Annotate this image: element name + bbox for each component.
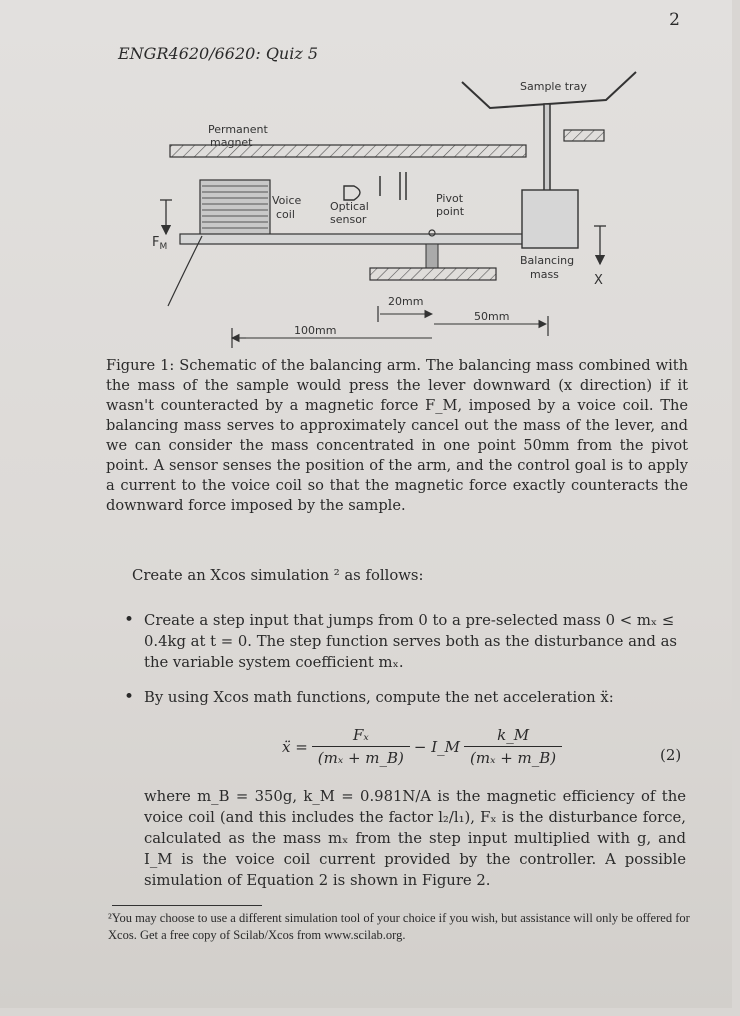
label-sample-tray: Sample tray xyxy=(520,80,587,93)
label-optical-1: Optical xyxy=(330,200,369,213)
fraction-2-numerator: k_M xyxy=(497,726,530,744)
where-paragraph: where m_B = 350g, k_M = 0.981N/A is the magnetic efficiency of the voice coil (and this includes the factor l₂/l₁), Fₓ is the disturbance force, calculated as the mass mₓ from the step input multiplied with g, and I_M is the voice coil current provided by the controller. A possible simulation of Equation 2 is shown in Figure 2. xyxy=(144,788,686,889)
page-header: ENGR4620/6620: Quiz 5 xyxy=(118,44,319,63)
label-pivot-2: point xyxy=(436,205,465,218)
equation-mid: − I_M xyxy=(413,737,461,756)
label-balancing-1: Balancing xyxy=(520,254,575,267)
dim-100mm: 100mm xyxy=(294,324,337,337)
balancing-mass xyxy=(522,190,578,248)
magnet-right xyxy=(564,130,604,141)
label-permanent-2: magnet xyxy=(210,136,253,149)
equation-lhs: ẍ = xyxy=(282,737,308,756)
label-voice-2: coil xyxy=(276,208,295,221)
base-plate xyxy=(370,268,496,280)
label-voice-1: Voice xyxy=(272,194,302,207)
label-optical-2: sensor xyxy=(330,213,367,226)
label-balancing-2: mass xyxy=(530,268,559,281)
dim-50mm: 50mm xyxy=(474,310,510,323)
dim-20mm: 20mm xyxy=(388,295,424,308)
fraction-1-numerator: Fₓ xyxy=(352,726,369,744)
fraction-2-denominator: (mₓ + m_B) xyxy=(464,746,562,767)
balancing-arm-schematic xyxy=(0,0,732,360)
label-pivot-1: Pivot xyxy=(436,192,464,205)
footnote-rule xyxy=(112,905,262,906)
figure-caption: Figure 1: Schematic of the balancing arm. The balancing mass combined with the mass of the sample would press the lever downward (x direction) if it wasn't counteracted by a magnetic force F_M, imposed by a voice coil. The balancing mass serves to approximately cancel out the mass of the lever, and we can consider the mass concentrated in one point 50mm from the pivot point. A sensor senses the position of the arm, and the control goal is to apply a current to the voice coil so that the magnetic force exactly counteracts the downward force imposed by the sample. xyxy=(106,357,688,514)
instruction-list xyxy=(120,610,690,722)
coil-wire xyxy=(168,236,202,306)
footnote: ²You may choose to use a different simulation tool of your choice if you wish, but assistance will only be offered for Xcos. Get a free copy of Scilab/Xcos from www.scilab.org. xyxy=(108,911,690,942)
fraction-1-denominator: (mₓ + m_B) xyxy=(312,746,410,767)
page-number: 2 xyxy=(669,10,680,30)
label-force: $F_M$ xyxy=(152,235,168,252)
intro-text: Create an Xcos simulation ² as follows: xyxy=(132,567,424,584)
tray-stem xyxy=(544,104,550,192)
fraction-1 xyxy=(312,726,410,767)
equation-2 xyxy=(282,726,566,767)
label-permanent-1: Permanent xyxy=(208,123,268,136)
pivot-support xyxy=(426,244,438,268)
fraction-2 xyxy=(464,726,562,767)
equation-number: (2) xyxy=(660,746,682,764)
label-x-direction: X xyxy=(594,273,603,288)
lever-arm xyxy=(180,234,540,244)
list-item: • By using Xcos math functions, compute the net acceleration ẍ: xyxy=(120,687,690,708)
list-item: • Create a step input that jumps from 0 to a pre-selected mass 0 < mₓ ≤ 0.4kg at t = 0. The step function serves both as the disturbance and as the variable system coefficient mₓ. xyxy=(120,610,690,673)
optical-sensor xyxy=(344,186,360,200)
